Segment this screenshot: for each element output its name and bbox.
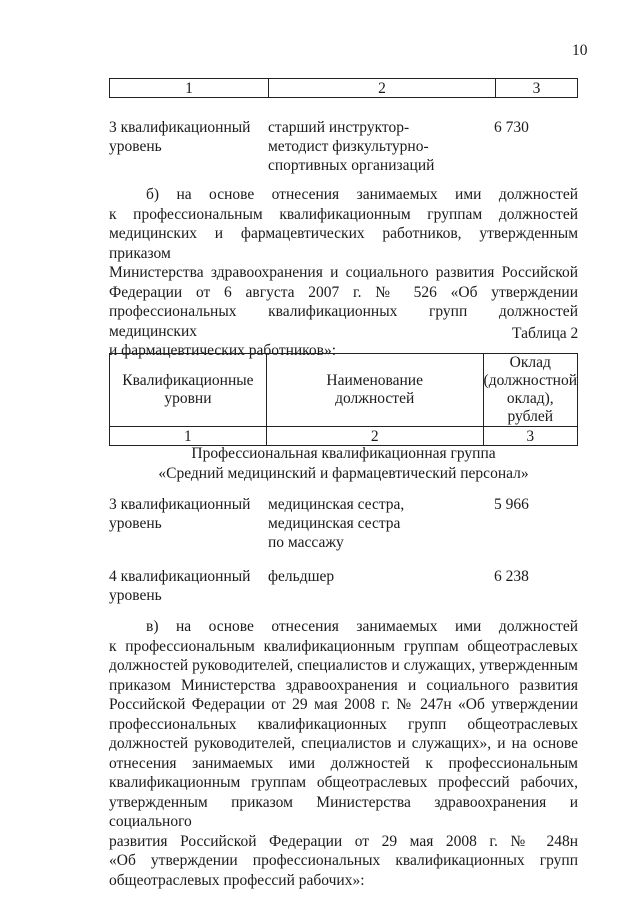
table2-row-level: 4 квалификационный уровень	[109, 568, 251, 604]
table1-row-salary: 6 730	[494, 119, 529, 136]
table2-row-salary: 6 238	[494, 568, 529, 585]
paragraph-v: в) на основе отнесения занимаемых ими должностей к профессиональным квалификационным группам общеотраслевых должностей руководителей, специалистов и служащих, утвержденным приказом Министерства здравоохранения и социального развития Российской Федерации от 29 мая 2008 г. № 247н «Об утверждении профессиональных квалификационных групп общеотраслевых должностей руководителей, специалистов и служащих», и на основе отнесения занимаемых ими должностей к профессиональным квалификационным группам общеотраслевых профессий рабочих, утвержденным приказом Министерства здравоохранения и социального развития Российской Федерации от 29 мая 2008 г. № 248н «Об утверждении профессиональных квалификационных групп общеотраслевых профессий рабочих»:	[109, 618, 578, 889]
paragraph-b: б) на основе отнесения занимаемых ими должностей к профессиональным квалификационным группам должностей медицинских и фармацевтических работников, утвержденным приказом Министерства здравоохранения и социального развития Российской Федерации от 6 августа 2007 г. № 526 «Об утверждении профессиональных квалификационных групп должностей медицинских и фармацевтических работников»:	[109, 186, 578, 359]
table1-column-numbers	[109, 78, 578, 98]
table2-col-number: 1	[110, 427, 267, 446]
table2-caption: Таблица 2	[512, 325, 579, 342]
table2-row-salary: 5 966	[494, 496, 529, 513]
table2-row-position: фельдшер	[268, 568, 335, 585]
table2-header-salary: Оклад (должностной оклад), рублей	[483, 354, 577, 425]
table1-col-number: 3	[496, 79, 578, 98]
table2-row-level: 3 квалификационный уровень	[109, 496, 251, 532]
table2-header-levels: Квалификационные уровни	[110, 354, 267, 427]
table2-header-positions: Наименование должностей	[266, 354, 483, 427]
table1-col-number: 1	[110, 79, 269, 98]
table1-col-number: 2	[269, 79, 496, 98]
table2-row-position: медицинская сестра, медицинская сестра по массажу	[268, 496, 405, 551]
table2-col-number: 2	[266, 427, 483, 446]
table2-col-number: 3	[483, 427, 577, 446]
table2-group-title: Профессиональная квалификационная группа «Средний медицинский и фармацевтический персонал»	[158, 445, 529, 482]
table1-row-position: старший инструктор- методист физкультурно- спортивных организаций	[268, 119, 435, 174]
table2-header	[109, 353, 578, 446]
table1-row-level: 3 квалификационный уровень	[109, 119, 251, 155]
page-number: 10	[572, 42, 588, 59]
